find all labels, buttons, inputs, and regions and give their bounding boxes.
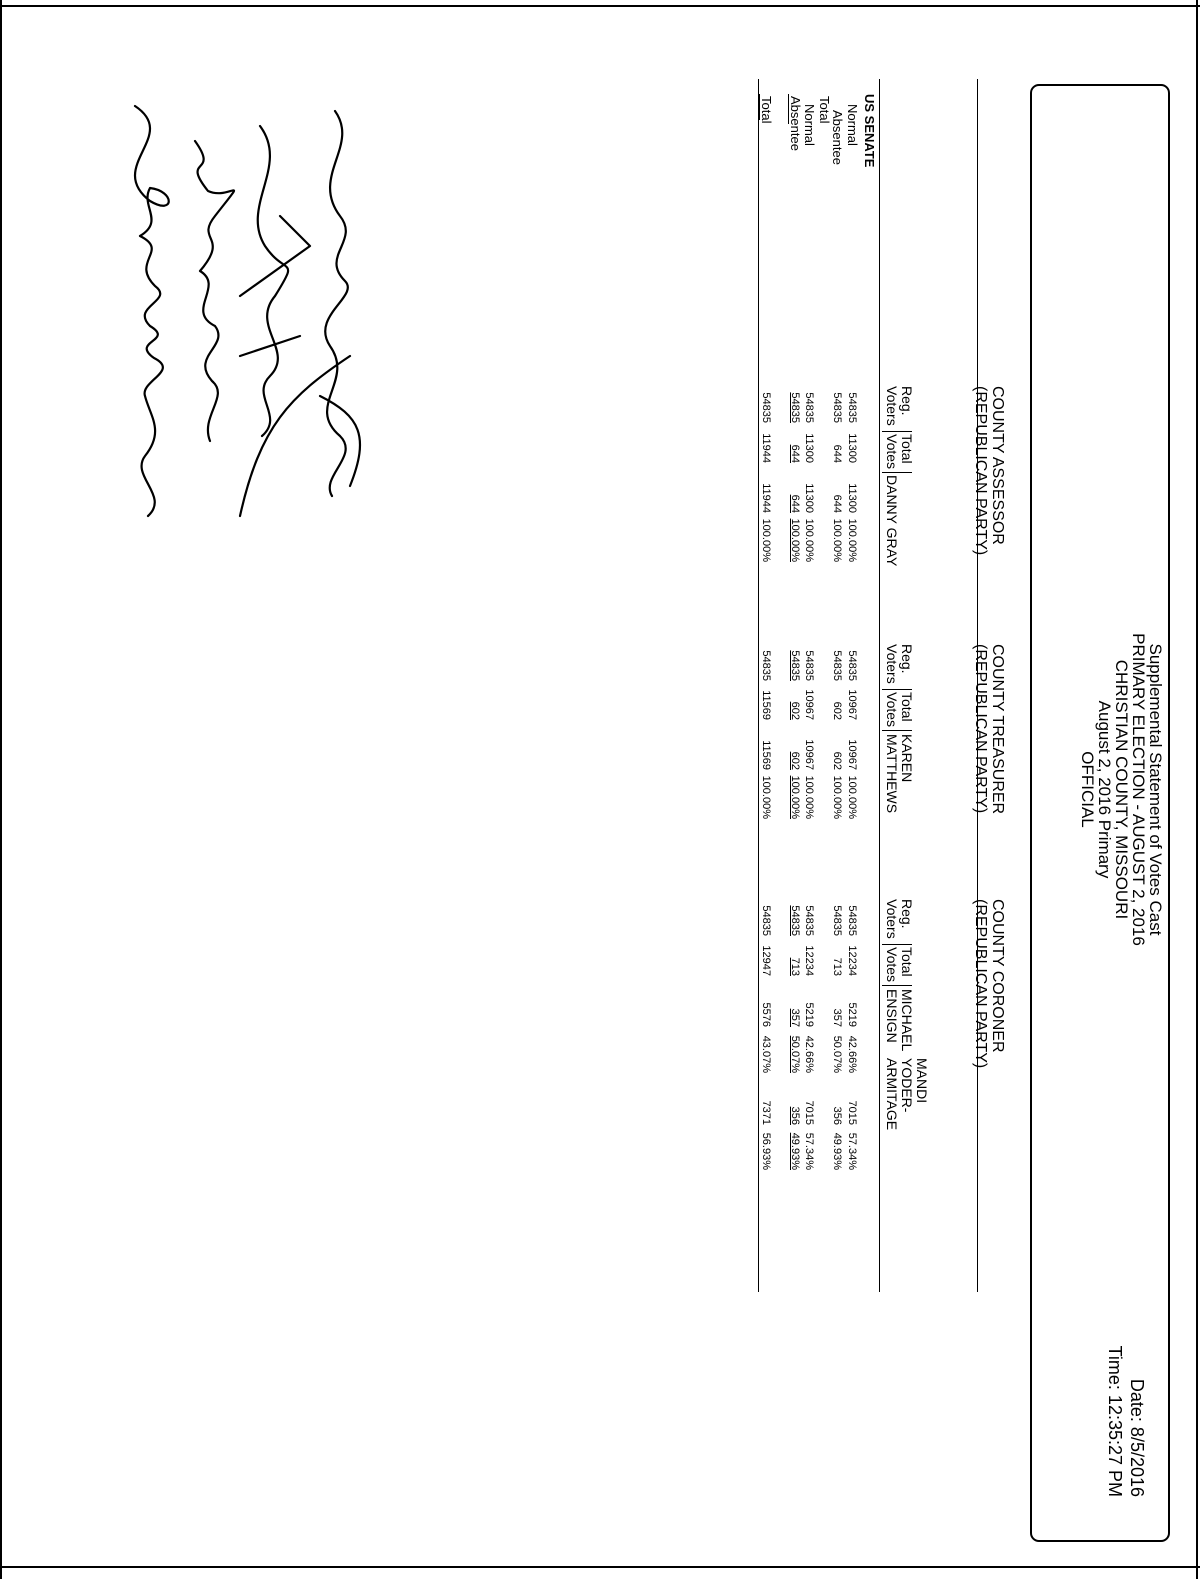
- coroner-cell: 713: [789, 957, 801, 976]
- report-time: Time: 12:35:27 PM: [1105, 1345, 1125, 1497]
- coroner-cell: 57.34%: [803, 1132, 815, 1170]
- assessor-total-votes-header: Total Votes: [884, 434, 915, 470]
- coroner-cell: 7015: [846, 1100, 858, 1125]
- treasurer-cell: 54835: [789, 650, 801, 681]
- treasurer-total-votes-header: Total Votes: [884, 692, 915, 728]
- assessor-cell: 11300: [803, 433, 815, 463]
- row-label-grand-total: Total: [759, 96, 774, 124]
- assessor-cell: 100.00%: [831, 518, 843, 562]
- coroner-total-votes-header: Total Votes: [884, 947, 915, 983]
- signature-1: [135, 106, 169, 516]
- assessor-cell: 644: [789, 494, 801, 513]
- row-label-absentee: Absentee: [830, 110, 845, 165]
- coroner-cell: 56.93%: [760, 1132, 772, 1170]
- coroner-candidate-michael-ensign: MICHAEL ENSIGN: [884, 989, 915, 1052]
- coroner-cell: 49.93%: [831, 1132, 843, 1170]
- report-election: PRIMARY ELECTION - AUGUST 2, 2016: [1129, 633, 1148, 946]
- coroner-cell: 50.07%: [831, 1035, 843, 1073]
- coroner-cell: 5219: [846, 1002, 858, 1027]
- assessor-cell: 644: [789, 444, 801, 463]
- report-title: Supplemental Statement of Votes Cast: [1146, 643, 1165, 936]
- treasurer-cell: 100.00%: [846, 775, 858, 819]
- coroner-cell: 54835: [760, 905, 772, 936]
- coroner-cell: 12947: [760, 945, 772, 976]
- report-datetime: [1104, 1346, 1148, 1497]
- coroner-cell: 54835: [803, 905, 815, 936]
- treasurer-cell: 54835: [760, 650, 772, 681]
- row-label-normal-2: Normal: [802, 104, 817, 146]
- treasurer-cell: 100.00%: [760, 775, 772, 819]
- treasurer-cell: 54835: [846, 650, 858, 681]
- treasurer-cell: 10967: [803, 689, 815, 720]
- treasurer-reg-voters-header: Reg. Voters: [884, 644, 915, 684]
- assessor-cell: 11944: [760, 433, 772, 463]
- row-label-normal: Normal: [845, 104, 860, 146]
- coroner-cell: 713: [831, 957, 843, 976]
- assessor-cell: 54835: [803, 392, 815, 423]
- treasurer-cell: 602: [789, 751, 801, 770]
- treasurer-cell: 100.00%: [803, 775, 815, 819]
- report-date: Date: 8/5/2016: [1127, 1378, 1147, 1497]
- coroner-cell: 42.66%: [846, 1035, 858, 1073]
- treasurer-cell: 10967: [846, 739, 858, 770]
- coroner-cell: 43.07%: [760, 1035, 772, 1073]
- treasurer-cell: 100.00%: [831, 775, 843, 819]
- assessor-cell: 11300: [803, 483, 815, 513]
- coroner-cell: 54835: [831, 905, 843, 936]
- signature-3: [240, 126, 310, 436]
- assessor-cell: 54835: [831, 392, 843, 423]
- row-label-total: Total: [817, 96, 832, 124]
- coroner-cell: 7015: [803, 1100, 815, 1125]
- coroner-cell: 357: [789, 1008, 801, 1027]
- assessor-cell: 644: [831, 444, 843, 463]
- coroner-cell: 54835: [789, 905, 801, 936]
- treasurer-cell: 602: [831, 701, 843, 720]
- assessor-cell: 11300: [846, 433, 858, 463]
- coroner-cell: 12234: [803, 945, 815, 976]
- coroner-cell: 7371: [760, 1100, 772, 1125]
- report-county: CHRISTIAN COUNTY, MISSOURI: [1112, 659, 1131, 920]
- treasurer-cell: 11569: [760, 740, 772, 770]
- treasurer-cell: 602: [831, 751, 843, 770]
- report-status: OFFICIAL: [1078, 751, 1097, 828]
- coroner-cell: 42.66%: [803, 1035, 815, 1073]
- coroner-cell: 5576: [760, 1002, 772, 1027]
- coroner-cell: 357: [831, 1008, 843, 1027]
- assessor-cell: 100.00%: [760, 518, 772, 562]
- coroner-reg-voters-header: Reg. Voters: [884, 899, 915, 939]
- treasurer-cell: 100.00%: [789, 775, 801, 819]
- treasurer-cell: 10967: [846, 689, 858, 720]
- assessor-candidate-danny-gray: DANNY GRAY: [884, 475, 900, 567]
- coroner-cell: 57.34%: [846, 1132, 858, 1170]
- signature-4: [240, 111, 360, 516]
- assessor-cell: 54835: [846, 392, 858, 423]
- coroner-title: COUNTY CORONER (REPUBLICAN PARTY): [972, 899, 1006, 1069]
- treasurer-cell: 10967: [803, 739, 815, 770]
- assessor-cell: 644: [831, 494, 843, 513]
- treasurer-cell: 11569: [760, 690, 772, 720]
- treasurer-title: COUNTY TREASURER (REPUBLICAN PARTY): [972, 644, 1006, 815]
- group-us-senate: US SENATE: [862, 94, 877, 168]
- assessor-cell: 11944: [760, 483, 772, 513]
- assessor-reg-voters-header: Reg. Voters: [884, 386, 915, 426]
- report-election-date: August 2, 2016 Primary: [1095, 700, 1114, 879]
- coroner-cell: 54835: [846, 905, 858, 936]
- treasurer-cell: 54835: [803, 650, 815, 681]
- official-signatures: [90, 96, 380, 536]
- signature-2: [195, 141, 234, 441]
- assessor-cell: 100.00%: [846, 518, 858, 562]
- assessor-cell: 54835: [789, 392, 801, 423]
- assessor-cell: 11300: [846, 483, 858, 513]
- coroner-cell: 12234: [846, 945, 858, 976]
- assessor-title: COUNTY ASSESSOR (REPUBLICAN PARTY): [972, 386, 1006, 556]
- treasurer-cell: 54835: [831, 650, 843, 681]
- treasurer-candidate-karen-matthews: KAREN MATTHEWS: [884, 734, 915, 814]
- coroner-cell: 356: [831, 1106, 843, 1125]
- coroner-candidate-mandi-yoder-armitage: MANDI YODER- ARMITAGE: [884, 1058, 930, 1131]
- coroner-cell: 356: [789, 1106, 801, 1125]
- report-header: [1079, 0, 1164, 1579]
- coroner-cell: 50.07%: [789, 1035, 801, 1073]
- coroner-cell: 5219: [803, 1002, 815, 1027]
- treasurer-cell: 602: [789, 701, 801, 720]
- assessor-cell: 100.00%: [789, 518, 801, 562]
- row-label-absentee-2: Absentee: [788, 96, 803, 151]
- coroner-cell: 49.93%: [789, 1132, 801, 1170]
- assessor-cell: 100.00%: [803, 518, 815, 562]
- assessor-cell: 54835: [760, 392, 772, 423]
